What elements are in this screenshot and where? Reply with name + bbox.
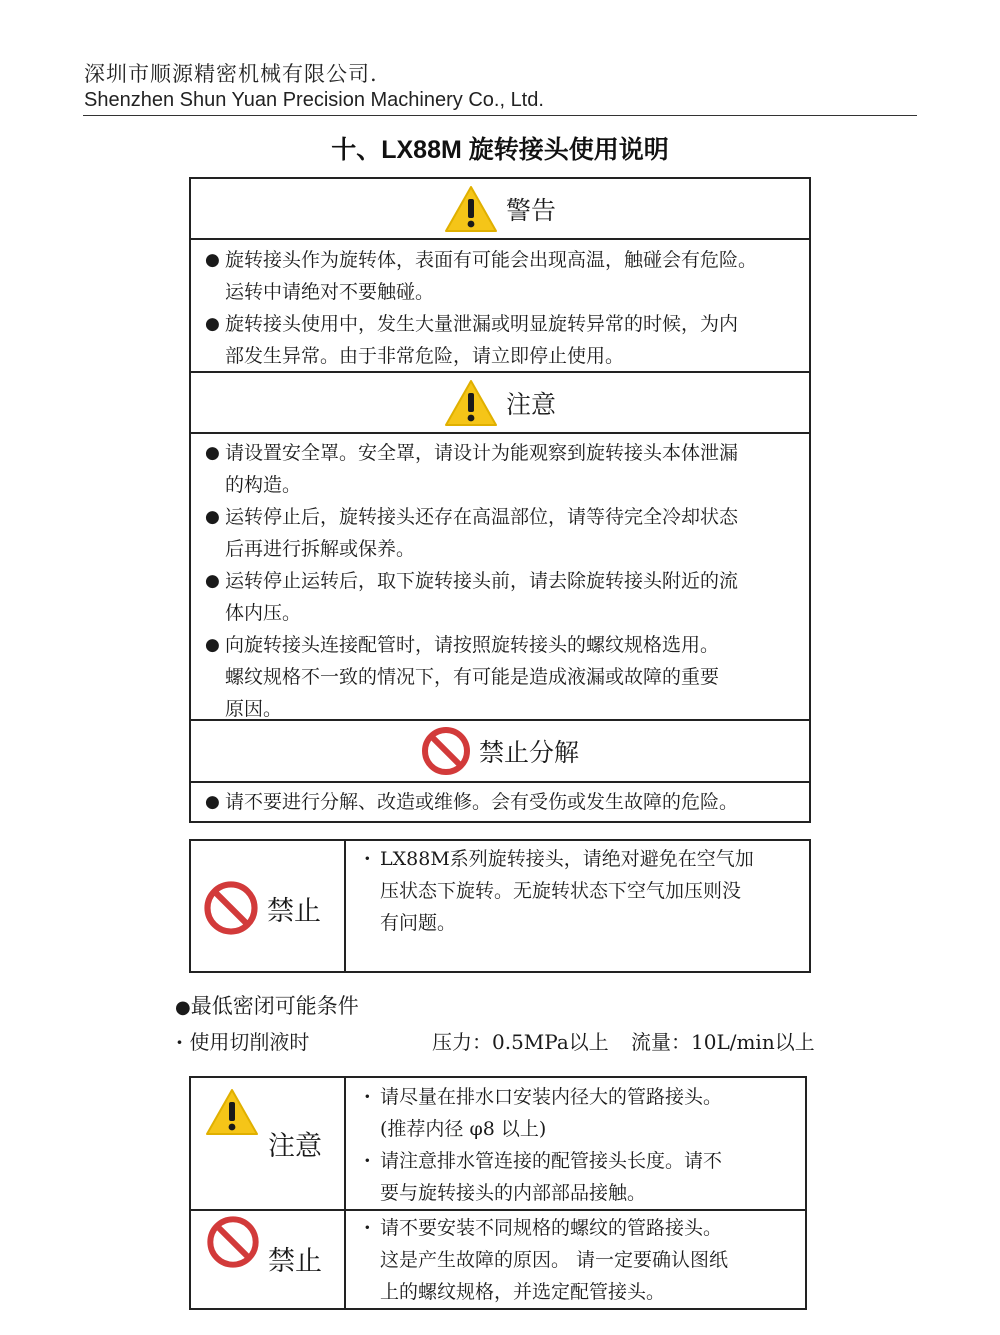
prohibit-label: 禁止: [267, 895, 321, 927]
divider: [189, 1209, 807, 1211]
sealing-pressure: 压力：0.5MPa以上: [432, 1030, 609, 1054]
list-item: ● 运转停止后，旋转接头还存在高温部位，请等待完全冷却状态 后再进行拆解或保养。: [207, 501, 807, 565]
sealing-row-label: · 使用切削液时: [176, 1030, 310, 1054]
page-title: 十、LX88M 旋转接头使用说明: [331, 136, 669, 164]
list-item: ● 旋转接头使用中，发生大量泄漏或明显旋转异常的时候，为内 部发生异常。由于非常危险，请立即停止使用。: [207, 308, 807, 372]
caution-heading-label: 注意: [505, 389, 556, 419]
warning-list: [207, 244, 807, 372]
list-item: · 请不要安装不同规格的螺纹的管路接头。 这是产生故障的原因。 请一定要确认图纸 上的螺纹规格，并选定配管接头。: [362, 1212, 802, 1308]
caution-label: 注意: [268, 1131, 322, 1162]
prohibited-icon: [203, 880, 259, 936]
sealing-conditions-title: ●最低密闭可能条件: [175, 994, 359, 1018]
warning-heading: [191, 179, 809, 238]
no-disassembly-heading: [191, 721, 809, 781]
prohibit-text: · LX88M系列旋转接头，请绝对避免在空气加 压状态下旋转。无旋转状态下空气加压则没 有问题。: [362, 843, 802, 939]
prohibited-icon: [206, 1215, 260, 1269]
company-name-en: Shenzhen Shun Yuan Precision Machinery Co., Ltd.: [84, 89, 544, 111]
header-divider: [83, 115, 917, 116]
divider: [189, 432, 811, 434]
divider: [344, 1076, 346, 1310]
prohibited-icon: [421, 726, 471, 776]
prohibit-text-bottom: [362, 1212, 802, 1308]
no-disassembly-heading-label: 禁止分解: [478, 738, 579, 767]
warning-triangle-icon: [205, 1088, 259, 1136]
list-item: ● 运转停止运转后，取下旋转接头前，请去除旋转接头附近的流 体内压。: [207, 565, 807, 629]
caution-heading: [191, 373, 809, 432]
list-item: ● 旋转接头作为旋转体，表面有可能会出现高温，触碰会有危险。 运转中请绝对不要触碰。: [207, 244, 807, 308]
divider: [189, 238, 811, 240]
list-item: ● 向旋转接头连接配管时，请按照旋转接头的螺纹规格选用。 螺纹规格不一致的情况下，有可能是造成液漏或故障的重要 原因。: [207, 629, 807, 725]
list-item: · 请注意排水管连接的配管接头长度。请不 要与旋转接头的内部部品接触。: [362, 1145, 802, 1209]
caution-list: [207, 437, 807, 725]
sealing-flow: 流量：10L/min以上: [631, 1030, 815, 1054]
warning-heading-label: 警告: [505, 195, 556, 225]
warning-triangle-icon: [444, 185, 498, 233]
list-item: ● 请不要进行分解、改造或维修。会有受伤或发生故障的危险。: [207, 786, 807, 818]
divider: [344, 839, 346, 973]
warning-triangle-icon: [444, 379, 498, 427]
no-disassembly-list: [207, 786, 807, 818]
company-name-cn: 深圳市顺源精密机械有限公司.: [84, 62, 378, 86]
list-item: ● 请设置安全罩。安全罩，请设计为能观察到旋转接头本体泄漏 的构造。: [207, 437, 807, 501]
prohibit-label-cell: [203, 880, 321, 936]
caution-text: [362, 1081, 802, 1209]
list-item: · 请尽量在排水口安装内径大的管路接头。 (推荐内径 φ8 以上): [362, 1081, 802, 1145]
divider: [189, 781, 811, 783]
prohibit-label-bottom: 禁止: [268, 1246, 322, 1277]
